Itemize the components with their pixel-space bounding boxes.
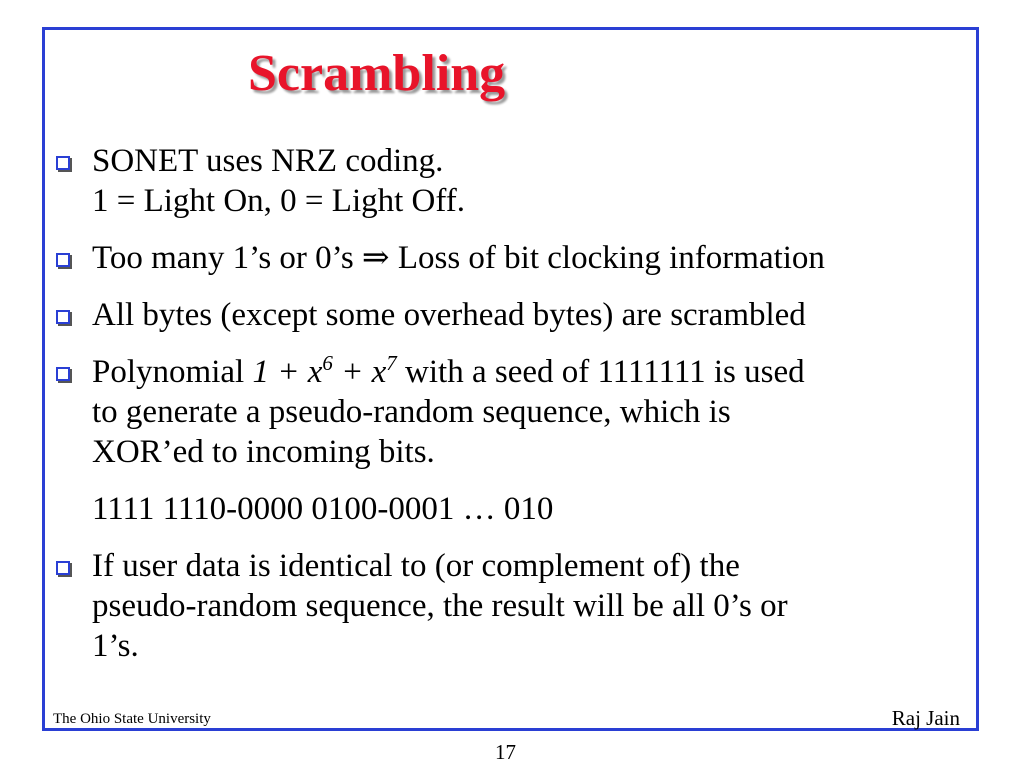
polynomial-exponent: 6 <box>322 351 333 375</box>
square-bullet-icon <box>56 253 70 267</box>
footer-author: Raj Jain <box>891 706 960 730</box>
bullet-item-bytes <box>52 295 987 335</box>
polynomial-prefix: Polynomial <box>92 354 253 390</box>
bullet-line: All bytes (except some overhead bytes) are scrambled <box>92 297 806 333</box>
polynomial-term: + x <box>332 354 387 390</box>
bullet-item-clocking <box>52 238 987 278</box>
bullet-line: SONET uses NRZ coding. <box>92 143 444 179</box>
polynomial-term: 1 + x <box>252 354 323 390</box>
bullet-line: to generate a pseudo-random sequence, which is <box>92 394 731 430</box>
bullet-line: XOR’ed to incoming bits. <box>92 434 435 470</box>
square-bullet-icon <box>56 156 70 170</box>
bullet-item-polynomial <box>52 352 987 472</box>
slide-title: Scrambling <box>248 45 506 102</box>
square-bullet-icon <box>56 310 70 324</box>
page-number: 17 <box>495 740 516 764</box>
polynomial-expression <box>252 351 397 390</box>
bullet-list <box>52 141 987 666</box>
bullet-line: If user data is identical to (or complement of) the <box>92 548 740 584</box>
square-bullet-icon <box>56 367 70 381</box>
polynomial-exponent: 7 <box>386 351 397 375</box>
bit-sequence: 1111 1110-0000 0100-0001 … 010 <box>92 491 554 527</box>
bullet-item-nrz <box>52 141 987 221</box>
bullet-line: 1 = Light On, 0 = Light Off. <box>92 183 466 219</box>
square-bullet-icon <box>56 561 70 575</box>
bullet-line: Too many 1’s or 0’s ⇒ Loss of bit clocking information <box>92 240 825 276</box>
polynomial-line <box>92 352 987 392</box>
bullet-item-user-data <box>52 546 987 666</box>
bullet-line: 1’s. <box>92 628 139 664</box>
bullet-line: pseudo-random sequence, the result will be all 0’s or <box>92 588 788 624</box>
polynomial-suffix: with a seed of 1111111 is used <box>396 354 805 390</box>
footer-institution: The Ohio State University <box>53 711 211 727</box>
